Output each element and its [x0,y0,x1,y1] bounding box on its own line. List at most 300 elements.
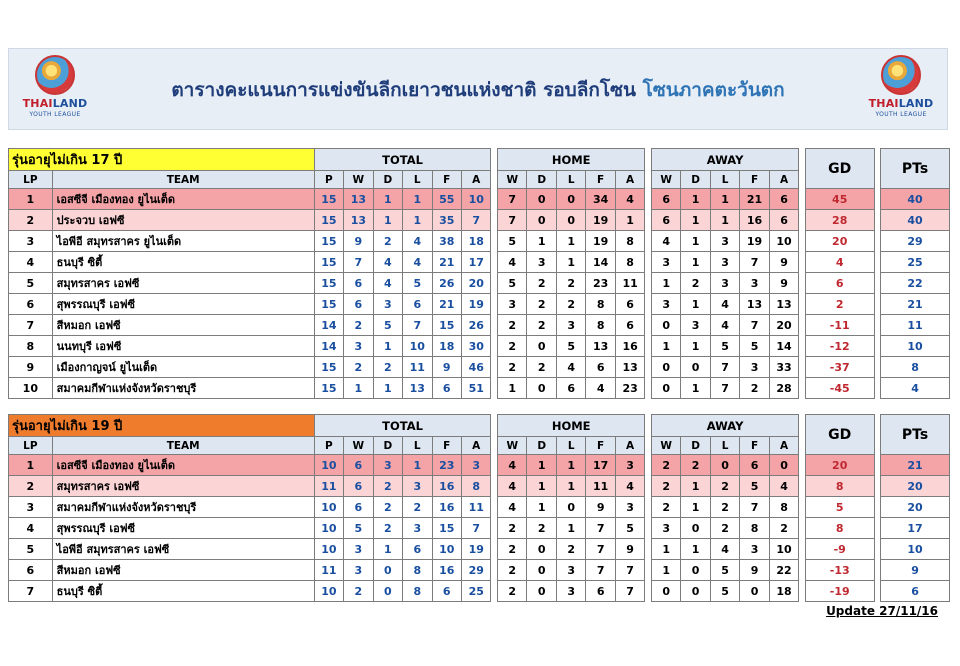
row-home-stat: 4 [586,378,615,399]
row-points: 40 [881,210,950,231]
row-total-stat: 7 [344,252,373,273]
row-points: 29 [881,231,950,252]
row-total-stat: 11 [314,476,343,497]
row-home-stat: 0 [527,189,556,210]
row-away-stat: 0 [769,455,799,476]
row-total-stat: 4 [373,252,402,273]
row-away-stat: 0 [651,378,680,399]
row-home-stat: 8 [615,252,644,273]
home-subheader: W [498,437,527,455]
row-total-stat: 10 [403,336,432,357]
total-subheader: A [461,437,490,455]
row-away-stat: 0 [740,581,769,602]
total-subheader: P [314,171,343,189]
row-total-stat: 2 [344,357,373,378]
row-away-stat: 6 [769,210,799,231]
row-away-stat: 7 [740,497,769,518]
row-position: 7 [9,315,53,336]
row-total-stat: 4 [403,252,432,273]
row-away-stat: 1 [681,539,710,560]
row-total-stat: 0 [373,560,402,581]
row-away-stat: 1 [651,539,680,560]
row-home-stat: 3 [527,252,556,273]
row-away-stat: 4 [651,231,680,252]
row-total-stat: 7 [461,518,490,539]
row-total-stat: 5 [344,518,373,539]
team-header: TEAM [52,437,314,455]
row-position: 1 [9,189,53,210]
row-home-stat: 1 [527,231,556,252]
row-away-stat: 0 [651,581,680,602]
row-goal-difference: 5 [805,497,874,518]
row-away-stat: 1 [681,189,710,210]
row-away-stat: 1 [651,560,680,581]
row-total-stat: 46 [461,357,490,378]
row-total-stat: 2 [373,476,402,497]
row-away-stat: 2 [651,455,680,476]
row-home-stat: 19 [586,231,615,252]
row-goal-difference: -11 [805,315,874,336]
row-goal-difference: -45 [805,378,874,399]
row-total-stat: 15 [314,273,343,294]
row-total-stat: 25 [461,581,490,602]
row-home-stat: 8 [615,231,644,252]
row-home-stat: 1 [556,252,585,273]
away-subheader: D [681,171,710,189]
total-subheader: W [344,171,373,189]
row-away-stat: 13 [740,294,769,315]
row-home-stat: 1 [556,455,585,476]
row-team-name: ประจวบ เอฟซี [52,210,314,231]
row-home-stat: 0 [527,560,556,581]
row-position: 5 [9,539,53,560]
row-home-stat: 23 [586,273,615,294]
row-total-stat: 3 [461,455,490,476]
table-row [9,357,950,378]
row-position: 10 [9,378,53,399]
row-away-stat: 5 [710,560,739,581]
row-total-stat: 3 [373,294,402,315]
row-total-stat: 1 [344,378,373,399]
row-total-stat: 13 [344,210,373,231]
row-away-stat: 0 [681,560,710,581]
row-away-stat: 1 [710,189,739,210]
away-header: AWAY [651,149,798,171]
row-away-stat: 3 [710,273,739,294]
total-subheader: L [403,437,432,455]
division-label: รุ่นอายุไม่เกิน 17 ปี [9,149,315,171]
row-position: 4 [9,518,53,539]
total-subheader: A [461,171,490,189]
standings-table-1 [8,148,950,399]
table-row [9,252,950,273]
row-total-stat: 30 [461,336,490,357]
row-total-stat: 15 [314,231,343,252]
row-total-stat: 2 [344,581,373,602]
row-away-stat: 1 [681,336,710,357]
row-total-stat: 16 [432,560,461,581]
row-total-stat: 2 [373,518,402,539]
row-total-stat: 16 [432,497,461,518]
row-home-stat: 1 [556,518,585,539]
row-home-stat: 4 [498,497,527,518]
row-away-stat: 3 [740,273,769,294]
table-row [9,497,950,518]
row-away-stat: 9 [740,560,769,581]
away-subheader: F [740,437,769,455]
row-away-stat: 22 [769,560,799,581]
row-home-stat: 11 [586,476,615,497]
row-team-name: สมุทรสาคร เอฟซี [52,273,314,294]
row-home-stat: 14 [586,252,615,273]
away-subheader: L [710,437,739,455]
row-points: 9 [881,560,950,581]
row-home-stat: 1 [556,476,585,497]
row-total-stat: 7 [403,315,432,336]
row-total-stat: 2 [373,497,402,518]
row-home-stat: 0 [527,378,556,399]
row-away-stat: 19 [740,231,769,252]
row-total-stat: 18 [432,336,461,357]
row-total-stat: 15 [314,294,343,315]
row-total-stat: 17 [461,252,490,273]
team-header: TEAM [52,171,314,189]
row-home-stat: 2 [527,315,556,336]
row-away-stat: 5 [740,336,769,357]
row-total-stat: 14 [314,336,343,357]
row-team-name: เมืองกาญจน์ ยูไนเต็ด [52,357,314,378]
row-away-stat: 3 [651,518,680,539]
table-row [9,560,950,581]
row-total-stat: 10 [461,189,490,210]
row-goal-difference: 8 [805,476,874,497]
row-position: 2 [9,210,53,231]
row-total-stat: 7 [461,210,490,231]
row-away-stat: 3 [651,294,680,315]
home-subheader: F [586,171,615,189]
row-position: 2 [9,476,53,497]
row-home-stat: 2 [498,581,527,602]
row-total-stat: 10 [314,539,343,560]
total-subheader: W [344,437,373,455]
table-row [9,210,950,231]
row-points: 17 [881,518,950,539]
row-away-stat: 18 [769,581,799,602]
row-home-stat: 0 [527,581,556,602]
row-team-name: ธนบุรี ซิตี้ [52,252,314,273]
row-total-stat: 51 [461,378,490,399]
total-subheader: L [403,171,432,189]
row-away-stat: 1 [651,336,680,357]
row-away-stat: 4 [710,294,739,315]
row-away-stat: 28 [769,378,799,399]
row-home-stat: 19 [586,210,615,231]
update-date: Update 27/11/16 [826,604,938,618]
row-total-stat: 8 [403,560,432,581]
row-home-stat: 2 [498,357,527,378]
row-home-stat: 6 [556,378,585,399]
row-goal-difference: -12 [805,336,874,357]
pts-header: PTs [881,415,950,455]
row-away-stat: 6 [740,455,769,476]
row-home-stat: 0 [556,497,585,518]
row-away-stat: 10 [769,539,799,560]
row-goal-difference: 45 [805,189,874,210]
row-total-stat: 26 [432,273,461,294]
row-home-stat: 7 [498,210,527,231]
row-home-stat: 5 [615,518,644,539]
row-total-stat: 2 [373,231,402,252]
table-row [9,378,950,399]
row-total-stat: 1 [373,189,402,210]
row-total-stat: 19 [461,294,490,315]
row-home-stat: 0 [556,210,585,231]
row-home-stat: 7 [498,189,527,210]
row-away-stat: 1 [651,273,680,294]
row-goal-difference: 28 [805,210,874,231]
row-away-stat: 0 [681,581,710,602]
row-away-stat: 1 [681,476,710,497]
row-home-stat: 0 [556,189,585,210]
row-goal-difference: -13 [805,560,874,581]
row-total-stat: 15 [432,315,461,336]
table-row [9,273,950,294]
row-team-name: สุพรรณบุรี เอฟซี [52,518,314,539]
row-team-name: นนทบุรี เอฟซี [52,336,314,357]
table-row [9,539,950,560]
row-total-stat: 6 [403,539,432,560]
row-home-stat: 16 [615,336,644,357]
row-total-stat: 15 [314,252,343,273]
row-away-stat: 7 [740,315,769,336]
row-home-stat: 5 [498,231,527,252]
table-row [9,581,950,602]
row-position: 6 [9,294,53,315]
row-total-stat: 1 [403,189,432,210]
row-position: 7 [9,581,53,602]
row-total-stat: 11 [461,497,490,518]
row-points: 8 [881,357,950,378]
row-position: 8 [9,336,53,357]
row-goal-difference: 6 [805,273,874,294]
row-home-stat: 13 [615,357,644,378]
row-points: 4 [881,378,950,399]
row-total-stat: 6 [344,497,373,518]
row-total-stat: 3 [403,476,432,497]
row-total-stat: 1 [373,539,402,560]
row-total-stat: 20 [461,273,490,294]
row-points: 40 [881,189,950,210]
row-home-stat: 4 [498,252,527,273]
row-home-stat: 2 [498,518,527,539]
row-goal-difference: 2 [805,294,874,315]
row-total-stat: 4 [373,273,402,294]
table-row [9,455,950,476]
row-total-stat: 1 [373,210,402,231]
row-home-stat: 3 [556,315,585,336]
row-team-name: สมุทรสาคร เอฟซี [52,476,314,497]
table-row [9,231,950,252]
row-points: 21 [881,294,950,315]
row-home-stat: 7 [615,560,644,581]
row-away-stat: 3 [681,315,710,336]
row-position: 3 [9,497,53,518]
row-total-stat: 6 [344,273,373,294]
row-total-stat: 9 [344,231,373,252]
row-total-stat: 1 [373,336,402,357]
row-home-stat: 1 [527,455,556,476]
row-away-stat: 9 [769,252,799,273]
row-total-stat: 35 [432,210,461,231]
row-home-stat: 1 [498,378,527,399]
row-total-stat: 9 [432,357,461,378]
row-total-stat: 3 [344,336,373,357]
row-away-stat: 1 [681,294,710,315]
row-home-stat: 3 [615,497,644,518]
table-row [9,294,950,315]
row-away-stat: 5 [710,581,739,602]
row-points: 11 [881,315,950,336]
row-team-name: ไอพีอี สมุทรสาคร ยูไนเต็ด [52,231,314,252]
thailand-youth-league-logo-right [865,55,937,125]
row-points: 20 [881,476,950,497]
row-home-stat: 7 [586,518,615,539]
row-away-stat: 4 [769,476,799,497]
row-total-stat: 16 [432,476,461,497]
total-subheader: D [373,437,402,455]
row-home-stat: 2 [556,539,585,560]
row-total-stat: 2 [403,497,432,518]
row-away-stat: 1 [681,378,710,399]
row-away-stat: 7 [710,378,739,399]
row-goal-difference: 20 [805,231,874,252]
row-total-stat: 23 [432,455,461,476]
row-home-stat: 6 [615,315,644,336]
row-team-name: ไอพีอี สมุทรสาคร เอฟซี [52,539,314,560]
row-away-stat: 1 [681,252,710,273]
row-home-stat: 0 [527,210,556,231]
row-home-stat: 2 [498,560,527,581]
row-away-stat: 9 [769,273,799,294]
row-away-stat: 2 [681,273,710,294]
row-total-stat: 55 [432,189,461,210]
row-total-stat: 19 [461,539,490,560]
row-position: 3 [9,231,53,252]
row-away-stat: 4 [710,539,739,560]
row-away-stat: 2 [710,497,739,518]
row-home-stat: 0 [527,539,556,560]
row-away-stat: 1 [681,497,710,518]
row-home-stat: 2 [498,539,527,560]
row-away-stat: 5 [710,336,739,357]
row-total-stat: 15 [314,378,343,399]
row-home-stat: 5 [556,336,585,357]
away-subheader: F [740,171,769,189]
home-subheader: A [615,171,644,189]
row-team-name: ธนบุรี ซิตี้ [52,581,314,602]
division-label: รุ่นอายุไม่เกิน 19 ปี [9,415,315,437]
home-header: HOME [498,149,645,171]
row-total-stat: 8 [403,581,432,602]
row-home-stat: 11 [615,273,644,294]
lp-header: LP [9,437,53,455]
row-home-stat: 2 [527,294,556,315]
row-away-stat: 2 [769,518,799,539]
row-total-stat: 18 [461,231,490,252]
header-banner [8,48,948,130]
standings-table-2 [8,414,950,602]
row-points: 6 [881,581,950,602]
row-total-stat: 29 [461,560,490,581]
row-home-stat: 1 [615,210,644,231]
row-total-stat: 21 [432,294,461,315]
row-total-stat: 6 [432,378,461,399]
home-subheader: L [556,171,585,189]
row-home-stat: 7 [586,539,615,560]
row-home-stat: 2 [527,357,556,378]
row-away-stat: 0 [681,518,710,539]
row-total-stat: 13 [403,378,432,399]
gd-header: GD [805,149,874,189]
logo-subtitle: YOUTH LEAGUE [29,111,81,118]
row-goal-difference: -9 [805,539,874,560]
row-total-stat: 15 [432,518,461,539]
table-row [9,189,950,210]
row-home-stat: 0 [527,336,556,357]
row-away-stat: 0 [651,315,680,336]
home-subheader: D [527,437,556,455]
away-subheader: D [681,437,710,455]
gd-header: GD [805,415,874,455]
row-away-stat: 3 [740,539,769,560]
row-away-stat: 10 [769,231,799,252]
row-total-stat: 10 [314,581,343,602]
row-home-stat: 2 [498,336,527,357]
home-header: HOME [498,415,645,437]
row-total-stat: 3 [344,560,373,581]
row-total-stat: 4 [403,231,432,252]
row-total-stat: 15 [314,189,343,210]
row-home-stat: 2 [556,273,585,294]
row-total-stat: 10 [314,455,343,476]
row-home-stat: 3 [615,455,644,476]
row-total-stat: 14 [314,315,343,336]
row-points: 10 [881,539,950,560]
table-row [9,315,950,336]
row-home-stat: 1 [527,497,556,518]
away-subheader: A [769,437,799,455]
row-away-stat: 1 [681,210,710,231]
row-away-stat: 2 [740,378,769,399]
table-row [9,336,950,357]
row-home-stat: 23 [615,378,644,399]
logo-word: THAILAND [22,97,88,110]
row-home-stat: 8 [586,294,615,315]
row-home-stat: 4 [498,476,527,497]
row-total-stat: 10 [314,518,343,539]
row-team-name: สมาคมกีฬาแห่งจังหวัดราชบุรี [52,497,314,518]
row-team-name: เอสซีจี เมืองทอง ยูไนเต็ด [52,189,314,210]
row-away-stat: 0 [681,357,710,378]
row-home-stat: 6 [586,581,615,602]
ball-icon [881,55,921,95]
row-away-stat: 21 [740,189,769,210]
row-total-stat: 1 [373,378,402,399]
home-subheader: L [556,437,585,455]
row-points: 25 [881,252,950,273]
row-total-stat: 21 [432,252,461,273]
row-position: 6 [9,560,53,581]
